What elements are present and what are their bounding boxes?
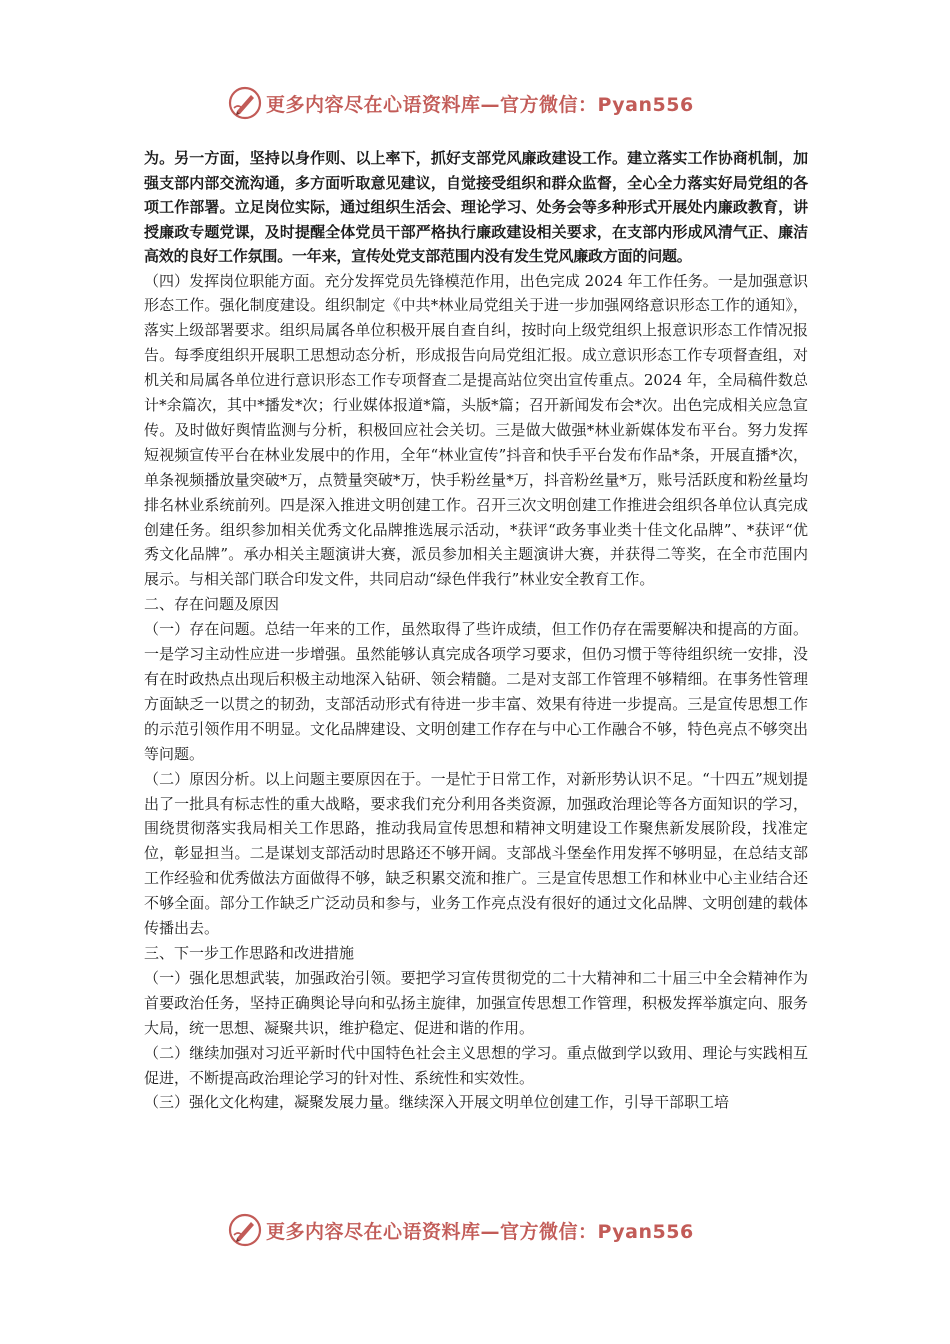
- paragraph-culture-building: （三）强化文化构建，凝聚发展力量。继续深入开展文明单位创建工作，引导干部职工培: [144, 1093, 730, 1112]
- paragraph-theory-study: （二）继续加强对习近平新时代中国特色社会主义思想的学习。重点做到学以致用、理论与实践相互促进，不断提高政治理论学习的针对性、系统性和实效性。: [144, 1043, 808, 1087]
- watermark-text: 更多内容尽在心语资料库—官方微信：Pyan556: [266, 1220, 694, 1243]
- paragraph-ideological-arming: （一）强化思想武装，加强政治引领。要把学习宣传贯彻党的二十大精神和二十届三中全会精神作为首要政治任务，坚持正确舆论导向和弘扬主旋律，加强宣传思想工作管理，积极发挥举旗定向、服务大局，统一思想、凝聚共识，维护稳定、促进和谐的作用。: [144, 968, 808, 1037]
- pen-logo-icon: [228, 1213, 262, 1247]
- paragraph-job-functions: （四）发挥岗位职能方面。充分发挥党员先锋模范作用，出色完成 2024 年工作任务。一是加强意识形态工作。强化制度建设。组织制定《中共*林业局党组关于进一步加强网络意识形态工作的通知》，落实上级部署要求。组织局属各单位积极开展自查自纠，按时向上级党组织上报意识形态工作情况报告。每季度组织开展职工思想动态分析，形成报告向局党组汇报。成立意识形态工作专项督查组，对机关和局属各单位进行意识形态工作专项督查二是提高站位突出宣传重点。2024 年，全局稿件数总计*余篇次，其中*播发*次；行业媒体报道*篇，头版*篇；召开新闻发布会*次。出色完成相关应急宣传。及时做好舆情监测与分析，积极回应社会关切。三是做大做强*林业新媒体发布平台。努力发挥短视频宣传平台在林业发展中的作用，全年“林业宣传”抖音和快手平台发布作品*条，开展直播*次，单条视频播放量突破*万，点赞量突破*万，快手粉丝量*万，抖音粉丝量*万，账号活跃度和粉丝量均排名林业系统前列。四是深入推进文明创建工作。召开三次文明创建工作推进会组织各单位认真完成创建任务。组织参加相关优秀文化品牌推选展示活动，*获评“政务事业类十佳文化品牌”、*获评“优秀文化品牌”。承办相关主题演讲大赛，派员参加相关主题演讲大赛，并获得二等奖，在全市范围内展示。与相关部门联合印发文件，共同启动“绿色伴我行”林业安全教育工作。: [144, 271, 808, 589]
- watermark-footer: [228, 1213, 728, 1247]
- section-heading-problems: 二、存在问题及原因: [144, 595, 280, 614]
- paragraph-party-conduct: 为。另一方面，坚持以身作则、以上率下，抓好支部党风廉政建设工作。建立落实工作协商机制，加强支部内部交流沟通，多方面听取意见建议，自觉接受组织和群众监督，全心全力落实好局党组的各项工作部署。立足岗位实际，通过组织生活会、理论学习、处务会等多种形式开展处内廉政教育，讲授廉政专题党课，及时提醒全体党员干部严格执行廉政建设相关要求，在支部内形成风清气正、廉洁高效的良好工作氛围。一年来，宣传处党支部范围内没有发生党风廉政方面的问题。: [144, 149, 808, 265]
- paragraph-cause-analysis: （二）原因分析。以上问题主要原因在于。一是忙于日常工作，对新形势认识不足。“十四五”规划提出了一批具有标志性的重大战略，要求我们充分利用各类资源，加强政治理论等各方面知识的学习，围绕贯彻落实我局相关工作思路，推动我局宣传思想和精神文明建设工作聚焦新发展阶段，找准定位，彰显担当。二是谋划支部活动时思路还不够开阔。支部战斗堡垒作用发挥不够明显，在总结支部工作经验和优秀做法方面做得不够，缺乏积累交流和推广。三是宣传思想工作和林业中心主业结合还不够全面。部分工作缺乏广泛动员和参与，业务工作亮点没有很好的通过文化品牌、文明创建的载体传播出去。: [144, 769, 808, 938]
- section-heading-next-steps: 三、下一步工作思路和改进措施: [144, 943, 355, 962]
- watermark-header: [228, 86, 728, 120]
- document-body: [144, 146, 808, 1115]
- paragraph-existing-problems: （一）存在问题。总结一年来的工作，虽然取得了些许成绩，但工作仍存在需要解决和提高的方面。一是学习主动性应进一步增强。虽然能够认真完成各项学习要求，但仍习惯于等待组织统一安排，没有在时政热点出现后积极主动地深入钻研、领会精髓。二是对支部工作管理不够精细。在事务性管理方面缺乏一以贯之的韧劲，支部活动形式有待进一步丰富、效果有待进一步提高。三是宣传思想工作的示范引领作用不明显。文化品牌建设、文明创建工作存在与中心工作融合不够，特色亮点不够突出等问题。: [144, 620, 808, 763]
- pen-logo-icon: [228, 86, 262, 120]
- watermark-text: 更多内容尽在心语资料库—官方微信：Pyan556: [266, 93, 694, 116]
